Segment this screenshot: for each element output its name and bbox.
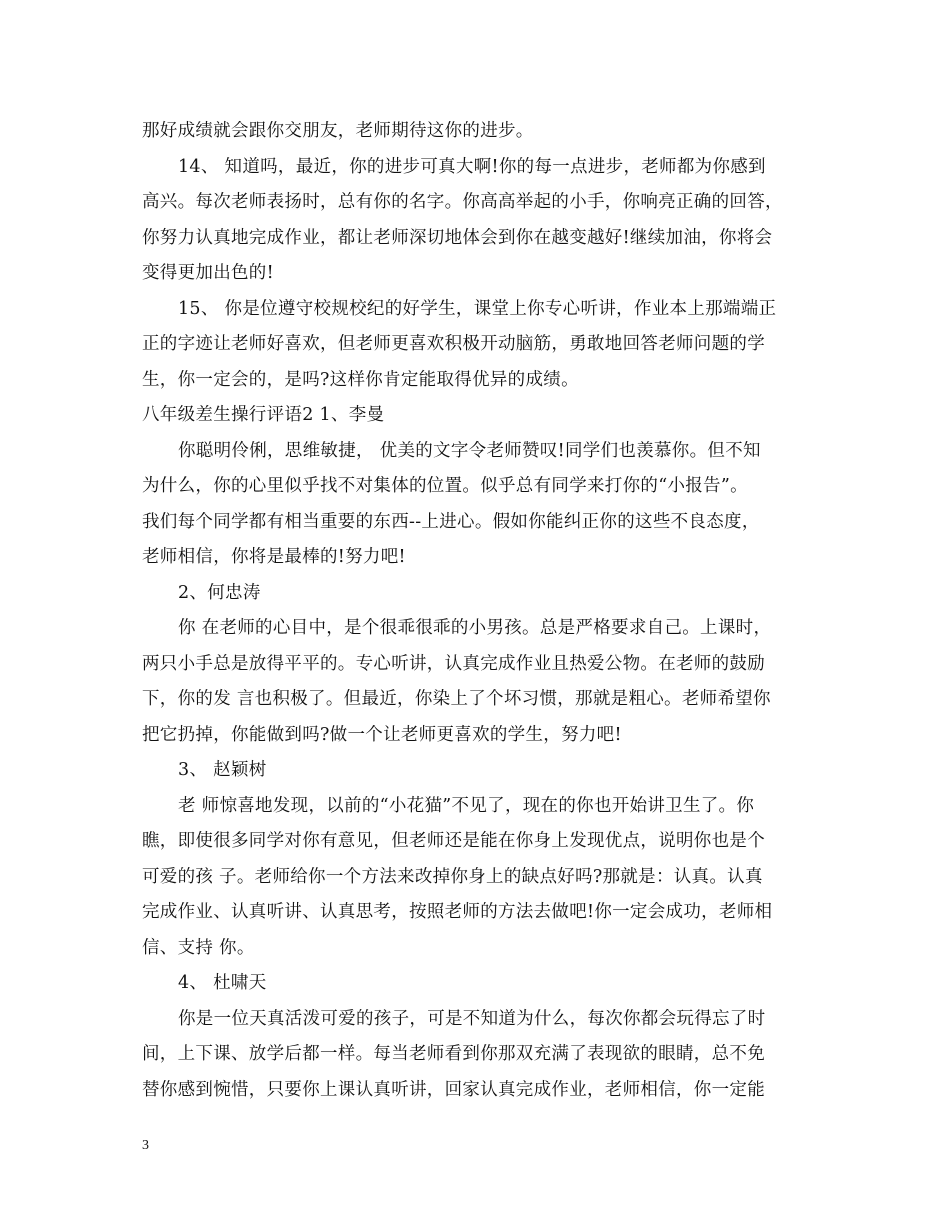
text-line: 生，你一定会的，是吗?这样你肯定能取得优异的成绩。: [142, 370, 579, 390]
text-line: 那好成绩就会跟你交朋友，老师期待这你的进步。: [142, 121, 534, 141]
text-line: 你聪明伶俐，思维敏捷， 优美的文字令老师赞叹!同学们也羡慕你。但不知: [178, 441, 761, 461]
text-line: 4、 杜啸天: [178, 973, 267, 993]
text-line: 3、 赵颖树: [178, 760, 267, 780]
text-line: 下，你的发 言也积极了。但最近，你染上了个坏习惯，那就是粗心。老师希望你: [142, 689, 771, 709]
text-line: 为什么，你的心里似乎找不对集体的位置。似乎总有同学来打你的“小报告”。: [142, 476, 748, 496]
text-line: 你 在老师的心目中，是个很乖很乖的小男孩。总是严格要求自己。上课时，: [178, 618, 772, 638]
text-line: 变得更加出色的!: [142, 263, 274, 283]
text-line: 15、 你是位遵守校规校纪的好学生，课堂上你专心听讲，作业本上那端端正: [178, 299, 777, 319]
text-line: 八年级差生操行评语2 1、李曼: [142, 405, 385, 425]
text-line: 老 师惊喜地发现，以前的“小花猫”不见了，现在的你也开始讲卫生了。你: [178, 796, 755, 816]
text-line: 把它扔掉，你能做到吗?做一个让老师更喜欢的学生，努力吧!: [142, 725, 622, 745]
text-line: 14、 知道吗，最近，你的进步可真大啊!你的每一点进步，老师都为你感到: [178, 157, 766, 177]
text-line: 间，上下课、放学后都一样。每当老师看到你那双充满了表现欲的眼睛，总不免: [142, 1044, 765, 1064]
text-line: 信、支持 你。: [142, 938, 255, 958]
text-line: 你努力认真地完成作业，都让老师深切地体会到你在越变越好!继续加油，你将会: [142, 228, 773, 248]
text-line: 瞧，即使很多同学对你有意见，但老师还是能在你身上发现优点，说明你也是个: [142, 831, 765, 851]
text-line: 2、何忠涛: [178, 583, 261, 603]
page-number: 3: [142, 1138, 149, 1153]
text-line: 高兴。每次老师表扬时，总有你的名字。你高高举起的小手，你响亮正确的回答，: [142, 192, 783, 212]
text-line: 正的字迹让老师好喜欢，但老师更喜欢积极开动脑筋，勇敢地回答老师问题的学: [142, 334, 765, 354]
text-line: 完成作业、认真听讲、认真思考，按照老师的方法去做吧!你一定会成功，老师相: [142, 902, 773, 922]
text-line: 我们每个同学都有相当重要的东西--上进心。假如你能纠正你的这些不良态度，: [142, 512, 760, 532]
text-line: 老师相信，你将是最棒的!努力吧!: [142, 547, 406, 567]
text-line: 替你感到惋惜，只要你上课认真听讲，回家认真完成作业，老师相信，你一定能: [142, 1080, 765, 1100]
text-line: 两只小手总是放得平平的。专心听讲，认真完成作业且热爱公物。在老师的鼓励: [142, 654, 765, 674]
text-line: 可爱的孩 子。老师给你一个方法来改掉你身上的缺点好吗?那就是：认真。认真: [142, 867, 763, 887]
text-line: 你是一位天真活泼可爱的孩子，可是不知道为什么，每次你都会玩得忘了时: [178, 1009, 766, 1029]
